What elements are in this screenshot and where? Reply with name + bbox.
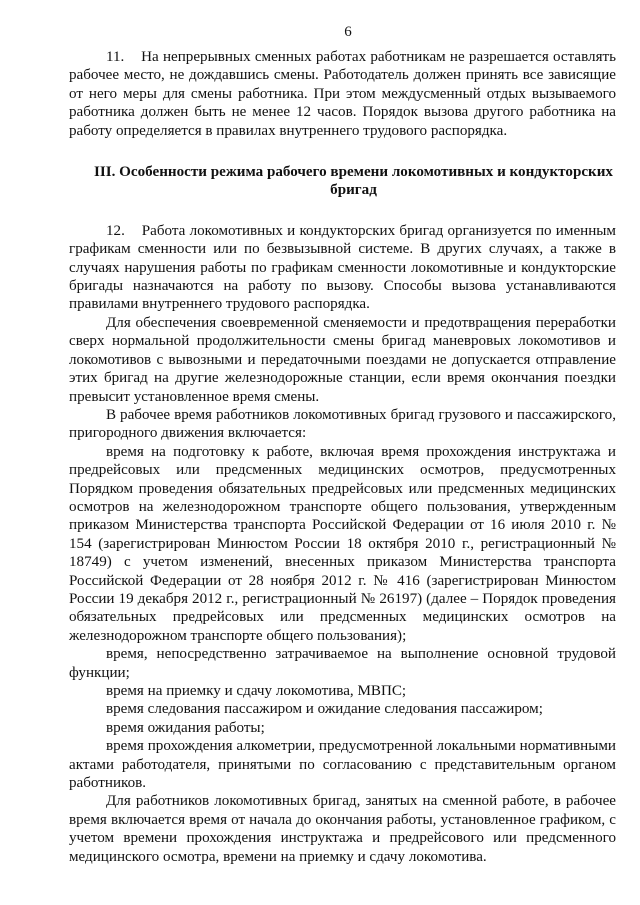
list-item-passenger-travel: время следования пассажиром и ожидание следования пассажиром; xyxy=(106,701,543,718)
paragraph-12: 12. Работа локомотивных и кондукторских бригад организуется по именным графикам сменности или по безвызывной системе. В других случаях, а также в случаях нарушения работы по графикам сменности локомотивные и кондукторские бригады назначаются на работу по вызову. Способы вызова устанавливаются правилами внутреннего трудового распорядка. xyxy=(69,222,616,313)
list-item-preparation-time: время на подготовку к работе, включая время прохождения инструктажа и предрейсовых или предсменных медицинских осмотров, предусмотренных Порядком проведения обязательных предрейсовых или предсменных медицинских осмотров на железнодорожном транспорте общего пользования, утвержденным приказом Министерства транспорта Российской Федерации от 16 июля 2010 г. № 154 (зарегистрирован Минюстом России 18 октября 2010 г., регистрационный № 18749) с учетом изменений, внесенных приказом Министерства транспорта Российской Федерации от 28 ноября 2012 г. № 416 (зарегистрирован Минюстом России 19 декабря 2012 г., регистрационный № 26197) (далее – Порядок проведения обязательных предрейсовых или предсменных медицинских осмотров на железнодорожном транспорте общего пользования); xyxy=(69,443,616,644)
paragraph-shift-work: Для работников локомотивных бригад, занятых на сменной работе, в рабочее время включается время от начала до окончания работы, установленное графиком, с учетом времени прохождения инструктажа и предрейсового или предсменного медицинского осмотра, времени на приемку и сдачу локомотива. xyxy=(69,793,616,865)
paragraph-11: 11. На непрерывных сменных работах работникам не разрешается оставлять рабочее место, не дождавшись смены. Работодатель должен принять все зависящие от него меры для смены работника. При этом междусменный отдых вызываемого работника должен быть не менее 12 часов. Порядок вызова другого работника на работу определяется в правилах внутреннего трудового распорядка. xyxy=(69,49,616,139)
page-number: 6 xyxy=(344,24,352,40)
list-item-main-function-time: время, непосредственно затрачиваемое на выполнение основной трудовой функции; xyxy=(69,646,616,681)
list-item-waiting-time: время ожидания работы; xyxy=(106,719,265,736)
section-heading: III. Особенности режима рабочего времени локомотивных и кондукторских бригад xyxy=(94,164,613,199)
list-item-alcohol-test: время прохождения алкометрии, предусмотренной локальными нормативными актами работодателя, принятыми по согласованию с представительным органом работников. xyxy=(69,738,616,792)
paragraph-crew-shift: Для обеспечения своевременной сменяемости и предотвращения переработки сверх нормальной продолжительности смены бригад маневровых локомотивов и локомотивов с вывозными и передаточными поездами не допускается отправление этих бригад на другие железнодорожные станции, если время окончания поездки превысит установленное время смены. xyxy=(69,314,616,405)
paragraph-working-time-includes: В рабочее время работников локомотивных бригад грузового и пассажирского, пригородного движения включается: xyxy=(69,406,616,442)
list-item-locomotive-acceptance: время на приемку и сдачу локомотива, МВПС; xyxy=(106,683,407,699)
document-body xyxy=(69,48,616,866)
